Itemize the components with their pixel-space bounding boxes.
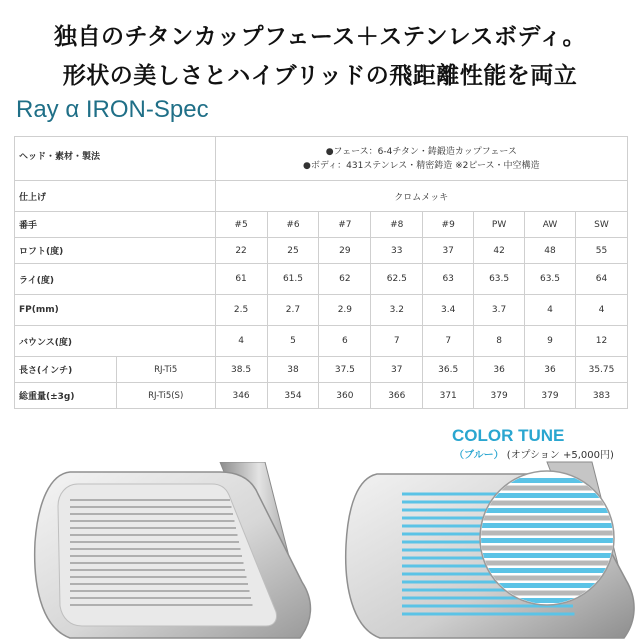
value-cell: 62.5 <box>371 264 423 295</box>
value-cell: 63 <box>423 264 474 295</box>
club-number-cell: #6 <box>267 212 319 238</box>
value-cell: 35.75 <box>575 357 627 383</box>
value-cell: 42 <box>474 238 525 264</box>
value-cell: 36 <box>525 357 576 383</box>
value-cell: 61 <box>215 264 267 295</box>
value-cell: 3.2 <box>371 295 423 326</box>
value-cell: 7 <box>423 326 474 357</box>
color-tune-blue-label: （ブルー） <box>454 450 504 461</box>
club-number-cell: #7 <box>319 212 371 238</box>
table-row <box>15 238 628 264</box>
spec-title: Ray α IRON-Spec <box>16 96 209 123</box>
value-cell: 12 <box>575 326 627 357</box>
value-cell: 25 <box>267 238 319 264</box>
table-row-material <box>15 137 628 181</box>
row-label: 総重量(±3g) <box>15 383 117 409</box>
value-cell: 29 <box>319 238 371 264</box>
row-label: 番手 <box>15 212 216 238</box>
iron-club-standard-image <box>30 462 320 640</box>
value-cell: 37 <box>423 238 474 264</box>
color-tune-option: (オプション +5,000円) <box>506 450 614 461</box>
iron-club-color-tune-image <box>342 460 640 640</box>
value-cell: 2.5 <box>215 295 267 326</box>
value-cell: 5 <box>267 326 319 357</box>
value-cell: 64 <box>575 264 627 295</box>
zoom-groove <box>477 546 617 551</box>
value-cell: 61.5 <box>267 264 319 295</box>
value-cell: 33 <box>371 238 423 264</box>
value-cell: 2.7 <box>267 295 319 326</box>
club-number-cell: PW <box>474 212 525 238</box>
value-cell: 379 <box>474 383 525 409</box>
headline-line-1: 独自のチタンカップフェース＋ステンレスボディ。 <box>53 24 587 50</box>
value-cell: 366 <box>371 383 423 409</box>
material-cell <box>215 137 627 181</box>
table-row-length <box>15 357 628 383</box>
value-cell: 4 <box>575 295 627 326</box>
zoom-groove <box>477 568 617 573</box>
row-label: 長さ(インチ) <box>15 357 117 383</box>
zoom-groove <box>477 576 617 581</box>
value-cell: 37.5 <box>319 357 371 383</box>
value-cell: 383 <box>575 383 627 409</box>
value-cell: 63.5 <box>525 264 576 295</box>
value-cell: 360 <box>319 383 371 409</box>
value-cell: 9 <box>525 326 576 357</box>
color-tune-title: COLOR TUNE <box>452 426 565 445</box>
club-number-cell: #5 <box>215 212 267 238</box>
model-cell: RJ-Ti5 <box>116 357 215 383</box>
table-row <box>15 264 628 295</box>
value-cell: 354 <box>267 383 319 409</box>
row-label: ライ(度) <box>15 264 216 295</box>
club-number-cell: AW <box>525 212 576 238</box>
color-tune-subtitle <box>454 446 614 461</box>
zoom-groove <box>477 538 617 543</box>
zoom-groove <box>477 531 617 536</box>
zoom-groove <box>477 508 617 513</box>
club-number-cell: #9 <box>423 212 474 238</box>
value-cell: 3.7 <box>474 295 525 326</box>
value-cell: 379 <box>525 383 576 409</box>
value-cell: 4 <box>215 326 267 357</box>
table-row <box>15 326 628 357</box>
row-label: ヘッド・素材・製法 <box>15 137 216 181</box>
finish-cell: クロムメッキ <box>215 181 627 212</box>
value-cell: 38.5 <box>215 357 267 383</box>
table-row-finish <box>15 181 628 212</box>
material-line: ●ボディ：431ステンレス・精密鋳造 ※2ピース・中空構造 <box>303 160 540 171</box>
material-line: ●フェース：6-4チタン・鋳鍛造カップフェース <box>325 146 517 157</box>
table-row-numbers <box>15 212 628 238</box>
value-cell: 62 <box>319 264 371 295</box>
value-cell: 36.5 <box>423 357 474 383</box>
model-cell: RJ-Ti5(S) <box>116 383 215 409</box>
row-label: ロフト(度) <box>15 238 216 264</box>
value-cell: 8 <box>474 326 525 357</box>
zoom-groove <box>477 553 617 558</box>
row-label: バウンス(度) <box>15 326 216 357</box>
table-row <box>15 295 628 326</box>
row-label: 仕上げ <box>15 181 216 212</box>
zoom-groove <box>477 561 617 566</box>
club-number-cell: SW <box>575 212 627 238</box>
value-cell: 38 <box>267 357 319 383</box>
value-cell: 4 <box>525 295 576 326</box>
value-cell: 55 <box>575 238 627 264</box>
value-cell: 2.9 <box>319 295 371 326</box>
value-cell: 37 <box>371 357 423 383</box>
value-cell: 346 <box>215 383 267 409</box>
value-cell: 48 <box>525 238 576 264</box>
table-row-weight <box>15 383 628 409</box>
value-cell: 22 <box>215 238 267 264</box>
value-cell: 3.4 <box>423 295 474 326</box>
spec-table <box>14 136 628 409</box>
value-cell: 7 <box>371 326 423 357</box>
zoom-groove <box>477 523 617 528</box>
value-cell: 36 <box>474 357 525 383</box>
value-cell: 6 <box>319 326 371 357</box>
value-cell: 371 <box>423 383 474 409</box>
value-cell: 63.5 <box>474 264 525 295</box>
row-label: FP(mm) <box>15 295 216 326</box>
club-number-cell: #8 <box>371 212 423 238</box>
zoom-groove <box>477 516 617 521</box>
headline-line-2: 形状の美しさとハイブリッドの飛距離性能を両立 <box>62 63 578 89</box>
zoom-groove <box>477 501 617 506</box>
